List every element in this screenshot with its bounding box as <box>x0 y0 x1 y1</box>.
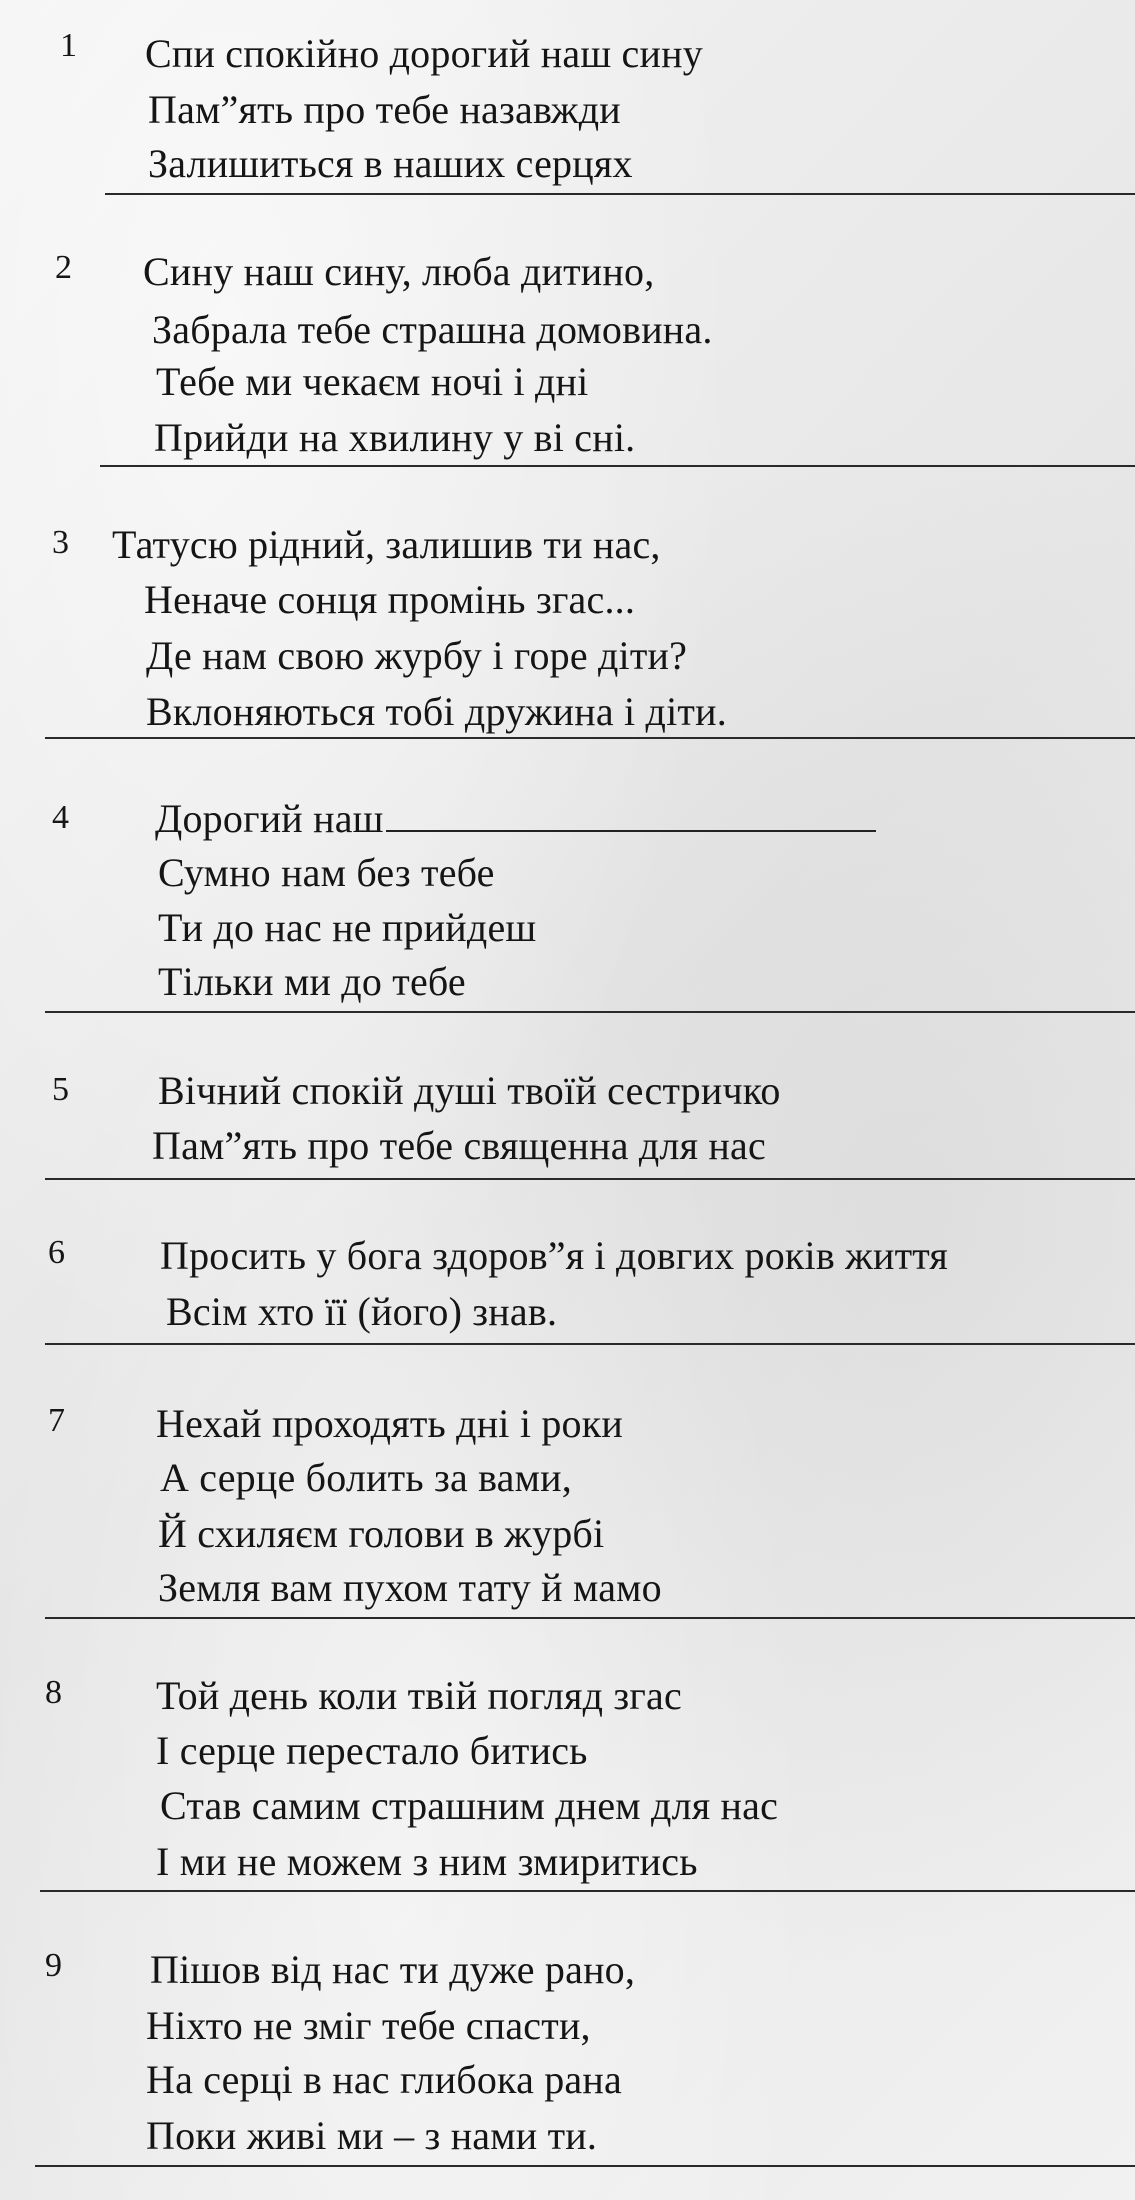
verse-line: На серці в нас глибока рана <box>146 2057 622 2102</box>
verse-line: Вклоняються тобі дружина і діти. <box>146 689 727 734</box>
verse-line: Земля вам пухом тату й мамо <box>158 1565 662 1610</box>
verse-line: Забрала тебе страшна домовина. <box>152 307 713 352</box>
verse-line: Просить у бога здоров”я і довгих років життя <box>160 1233 949 1278</box>
verse-line: Нехай проходять дні і роки <box>156 1401 623 1446</box>
verse-number: 6 <box>48 1234 65 1271</box>
verse-number: 5 <box>52 1071 69 1108</box>
verse-number: 9 <box>45 1947 62 1984</box>
verse-line: Той день коли твій погляд згас <box>156 1673 682 1718</box>
verse-line: Пам”ять про тебе священна для нас <box>152 1123 766 1168</box>
verse-line: Прийди на хвилину у ві сні. <box>154 415 636 460</box>
verse-number: 3 <box>52 524 69 561</box>
verse-line-with-blank <box>155 791 876 847</box>
verse-number: 2 <box>55 249 72 286</box>
verse-line: Всім хто її (його) знав. <box>166 1289 558 1334</box>
verse-divider <box>35 2165 1135 2167</box>
verse-divider <box>45 1617 1135 1619</box>
verse-line: А серце болить за вами, <box>160 1455 572 1500</box>
verse-line: Ніхто не зміг тебе спасти, <box>146 2003 591 2048</box>
verse-line: Пам”ять про тебе назавжди <box>148 87 621 132</box>
verse-line: Де нам свою журбу і горе діти? <box>146 633 688 678</box>
verse-line: Поки живі ми – з нами ти. <box>146 2113 598 2158</box>
verse-line: Спи спокійно дорогий наш сину <box>145 31 703 76</box>
verse-line: Тебе ми чекаєм ночі і дні <box>156 359 589 404</box>
verse-divider <box>45 1343 1135 1345</box>
verse-line: Дорогий наш <box>155 796 384 841</box>
verse-divider <box>100 465 1135 467</box>
verse-number: 8 <box>45 1674 62 1711</box>
verse-number: 4 <box>52 799 69 836</box>
verse-line: Сумно нам без тебе <box>158 850 495 895</box>
verse-line: І серце перестало битись <box>156 1728 588 1773</box>
verse-line: Ти до нас не прийдеш <box>158 905 537 950</box>
verse-line: Й схиляєм голови в журбі <box>158 1511 605 1556</box>
verse-line: Сину наш сину, люба дитино, <box>143 249 655 294</box>
verse-divider <box>45 1178 1135 1180</box>
name-blank-line <box>386 794 876 832</box>
verse-number: 7 <box>48 1402 65 1439</box>
verse-line: Татусю рідний, залишив ти нас, <box>112 522 661 567</box>
verse-line: Став самим страшним днем для нас <box>160 1783 779 1828</box>
verse-divider <box>40 1890 1135 1892</box>
verse-line: Неначе сонця промінь згас... <box>144 577 636 622</box>
verse-line: Вічний спокій душі твоїй сестричко <box>158 1068 781 1113</box>
verse-line: Пішов від нас ти дуже рано, <box>150 1947 636 1992</box>
verse-number: 1 <box>60 27 77 64</box>
verse-line: Тільки ми до тебе <box>158 959 466 1004</box>
verse-divider <box>45 1011 1135 1013</box>
verse-divider <box>45 737 1135 739</box>
verse-line: І ми не можем з ним змиритись <box>156 1839 698 1884</box>
verse-divider <box>105 193 1135 195</box>
verse-line: Залишиться в наших серцях <box>148 141 633 186</box>
